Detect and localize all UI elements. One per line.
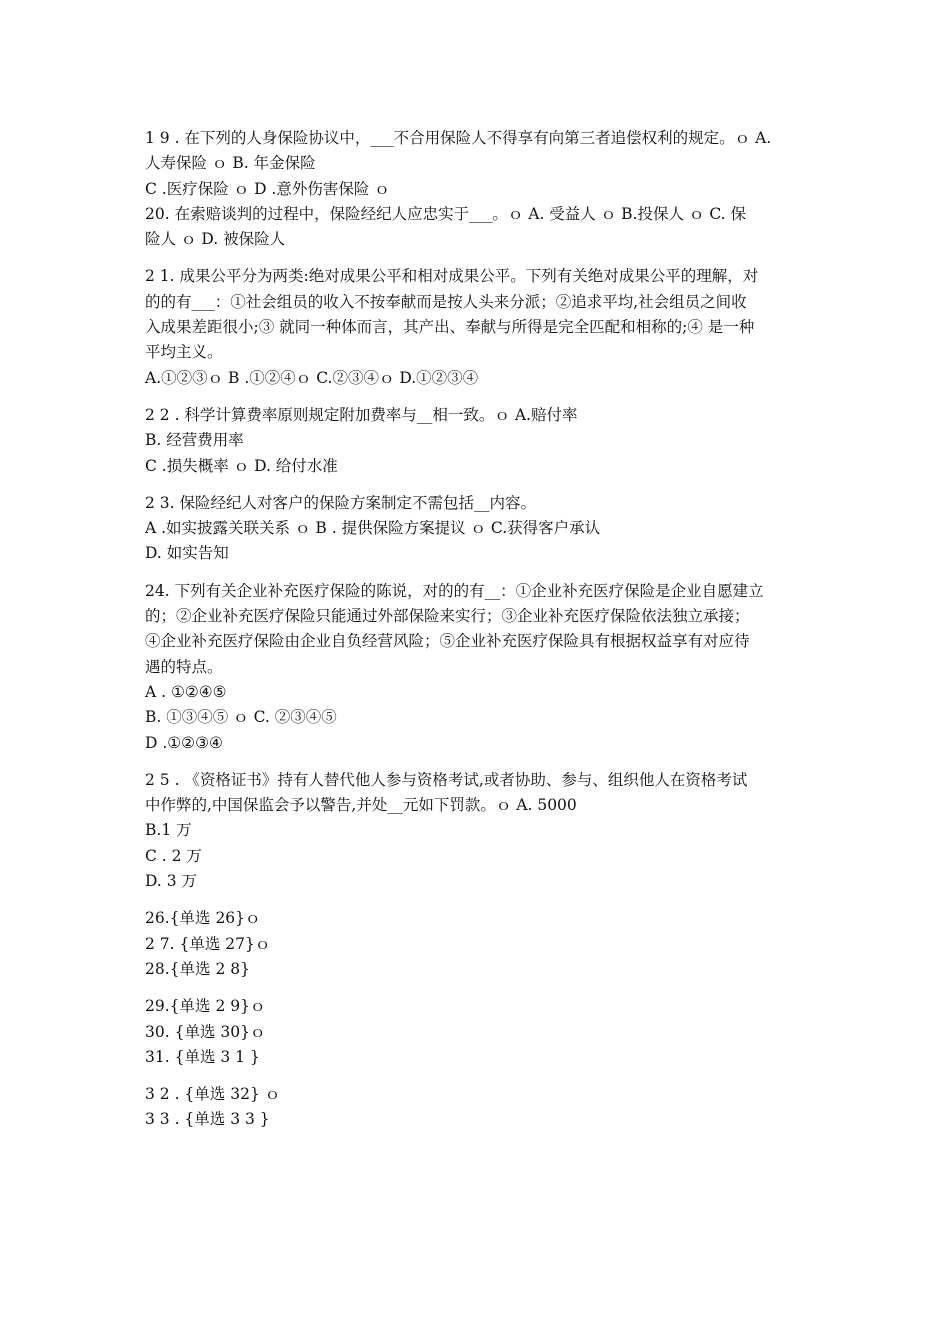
- text-line: B. ①③④⑤ ｏ C. ②③④⑤: [145, 708, 337, 727]
- text-line: D. 3 万: [145, 872, 198, 891]
- question-21: [145, 264, 813, 390]
- text-line: D .①②③④: [145, 733, 223, 752]
- text-line: 的；②企业补充医疗保险只能通过外部保险来实行；③企业补充医疗保险依法独立承接；: [145, 607, 750, 626]
- question-20: [145, 202, 813, 253]
- text-line: 31. {单选 3 1 }: [145, 1047, 260, 1066]
- text-line: 人寿保险 ｏ B. 年金保险: [145, 154, 316, 173]
- text-line: D. 如实告知: [145, 544, 229, 563]
- text-line: 2 2 . 科学计算费率原则规定附加费率与__相一致。ｏ A.赔付率: [145, 405, 578, 424]
- text-line: 28.{单选 2 8}: [145, 959, 250, 978]
- text-line: C .损失概率 ｏ D. 给付水准: [145, 456, 338, 475]
- text-line: ④企业补充医疗保险由企业自负经营风险；⑤企业补充医疗保险具有根据权益享有对应待: [145, 632, 750, 651]
- text-line: 入成果差距很小;③ 就同一种体而言，其产出、奉献与所得是完全匹配和相称的;④ 是一种: [145, 318, 755, 337]
- text-line: 2 1. 成果公平分为两类:绝对成果公平和相对成果公平。下列有关绝对成果公平的理解，对: [145, 267, 759, 286]
- text-line: 3 2 . {单选 32} ｏ: [145, 1085, 281, 1104]
- document-body: [145, 126, 813, 1133]
- question-24: [145, 579, 813, 756]
- question-29-31: [145, 994, 813, 1070]
- text-line: A . ①②④⑤: [145, 682, 227, 701]
- text-line: A .如实披露关联关系 ｏ B . 提供保险方案提议 ｏ C.获得客户承认: [145, 519, 601, 538]
- text-line: 30. {单选 30}ｏ: [145, 1022, 266, 1041]
- question-23: [145, 491, 813, 567]
- text-line: 险人 ｏ D. 被保险人: [145, 230, 286, 249]
- text-line: 平均主义。: [145, 343, 223, 362]
- text-line: 29.{单选 2 9}ｏ: [145, 997, 266, 1016]
- text-line: 2 5 . 《资格证书》持有人替代他人参与资格考试,或者协助、参与、组织他人在资格考试: [145, 770, 748, 789]
- text-line: 26.{单选 26}ｏ: [145, 909, 261, 928]
- question-25: [145, 768, 813, 894]
- text-line: 20. 在索赔谈判的过程中，保险经纪人应忠实于___。ｏ A. 受益人 ｏ B.投保人 ｏ C. 保: [145, 204, 746, 223]
- question-26-28: [145, 906, 813, 982]
- question-32-33: [145, 1082, 813, 1133]
- text-line: 2 3. 保险经纪人对客户的保险方案制定不需包括__内容。: [145, 493, 537, 512]
- text-line: 2 7. {单选 27}ｏ: [145, 934, 271, 953]
- text-line: A.①②③ｏ B .①②④ｏ C.②③④ｏ D.①②③④: [145, 368, 479, 387]
- text-line: 的的有___：①社会组员的收入不按奉献而是按人头来分派；②追求平均,社会组员之间收: [145, 292, 747, 311]
- question-22: [145, 403, 813, 479]
- text-line: B.1 万: [145, 821, 192, 840]
- text-line: C . 2 万: [145, 846, 202, 865]
- question-19: [145, 126, 813, 202]
- text-line: 3 3 . {单选 3 3 }: [145, 1110, 270, 1129]
- text-line: 中作弊的,中国保监会予以警告,并处__元如下罚款。ｏ A. 5000: [145, 796, 577, 815]
- text-line: 1 9 . 在下列的人身保险协议中，___不合用保险人不得享有向第三者追偿权利的规定。ｏ A.: [145, 129, 772, 147]
- text-line: C .医疗保险 ｏ D .意外伤害保险 ｏ: [145, 179, 390, 198]
- text-line: B. 经营费用率: [145, 431, 244, 450]
- text-line: 24. 下列有关企业补充医疗保险的陈说，对的的有__：①企业补充医疗保险是企业自愿建立: [145, 581, 764, 600]
- text-line: 遇的特点。: [145, 657, 223, 676]
